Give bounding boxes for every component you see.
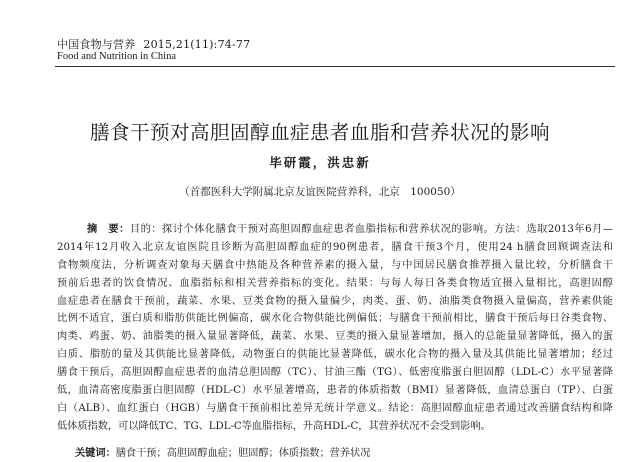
keywords-label: 关键词： (75, 448, 116, 459)
abstract-line: 食物频度法，分析调查对象每天膳食中热能及各种营养素的摄入量，与中国居民膳食推荐摄入量比较，分析膳食干 (57, 259, 613, 271)
abstract-line: 肉类、鸡蛋、奶、油脂类的摄入量显著降低，蔬菜、水果、豆类的摄入量显著增加，摄入的总能量显著降低，摄入的蛋 (57, 331, 613, 343)
abstract-line: 2014年12月收入北京友谊医院且诊断为高胆固醇血症的90例患者，膳食干预3个月，使用24 h膳食回顾调查法和 (57, 241, 613, 253)
abstract-line-text: 目的：探讨个体化膳食干预对高胆固醇血症患者血脂指标和营养状况的影响。方法：选取2013年6月— (129, 224, 613, 235)
abstract-line: 白（ALB）、血红蛋白（HGB）与膳食干预前相比差异无统计学意义。结论：高胆固醇血症患者通过改善膳食结构和降 (57, 402, 613, 414)
article-title: 膳食干预对高胆固醇血症患者血脂和营养状况的影响 (89, 121, 550, 144)
header-rule (55, 66, 615, 67)
abstract-line: 比例不适宜，蛋白质和脂肪供能比例偏高，碳水化合物供能比例偏低；与膳食干预前相比，膳食干预后每日谷类食物、 (57, 313, 613, 325)
journal-citation-line (57, 36, 250, 52)
abstract-line: 低体质指数，可以降低TC、TG、LDL-C等血脂指标，升高HDL-C，其营养状况不会受到影响。 (57, 420, 491, 432)
keywords (75, 444, 370, 459)
journal-citation: 2015,21(11):74-77 (143, 38, 251, 51)
article-affiliation: （首都医科大学附属北京友谊医院营养科，北京 100050） (179, 186, 461, 198)
abstract-line: 膳食干预后，高胆固醇血症患者的血清总胆固醇（TC）、甘油三酯（TG）、低密度脂蛋白胆固醇（LDL-C）水平显著降 (57, 367, 613, 379)
abstract (57, 221, 613, 436)
journal-name-cn: 中国食物与营养 (57, 38, 136, 51)
journal-name-en: Food and Nutrition in China (57, 51, 176, 62)
keywords-text: 膳食干预；高胆固醇血症；胆固醇；体质指数；营养状况 (115, 448, 371, 459)
abstract-line: 白质、脂肪的量及其供能比显著降低，动物蛋白的供能比显著降低，碳水化合物的摄入量及其供能比显著增加；经过 (57, 349, 613, 361)
abstract-line: 预前后患者的饮食情况、血脂指标和相关营养指标的变化。结果：与每人每日各类食物适宜摄入量相比，高胆固醇 (57, 277, 613, 289)
article-authors: 毕研霞，洪忠新 (269, 155, 371, 170)
abstract-line (57, 221, 613, 239)
abstract-label: 摘 要： (87, 224, 130, 235)
abstract-line: 低，血清高密度脂蛋白胆固醇（HDL-C）水平显著增高，患者的体质指数（BMI）显著降低，血清总蛋白（TP）、白蛋 (57, 385, 613, 397)
abstract-line: 血症患者在膳食干预前，蔬菜、水果、豆类食物的摄入量偏少，肉类、蛋、奶、油脂类食物摄入量偏高，营养素供能 (57, 295, 613, 307)
